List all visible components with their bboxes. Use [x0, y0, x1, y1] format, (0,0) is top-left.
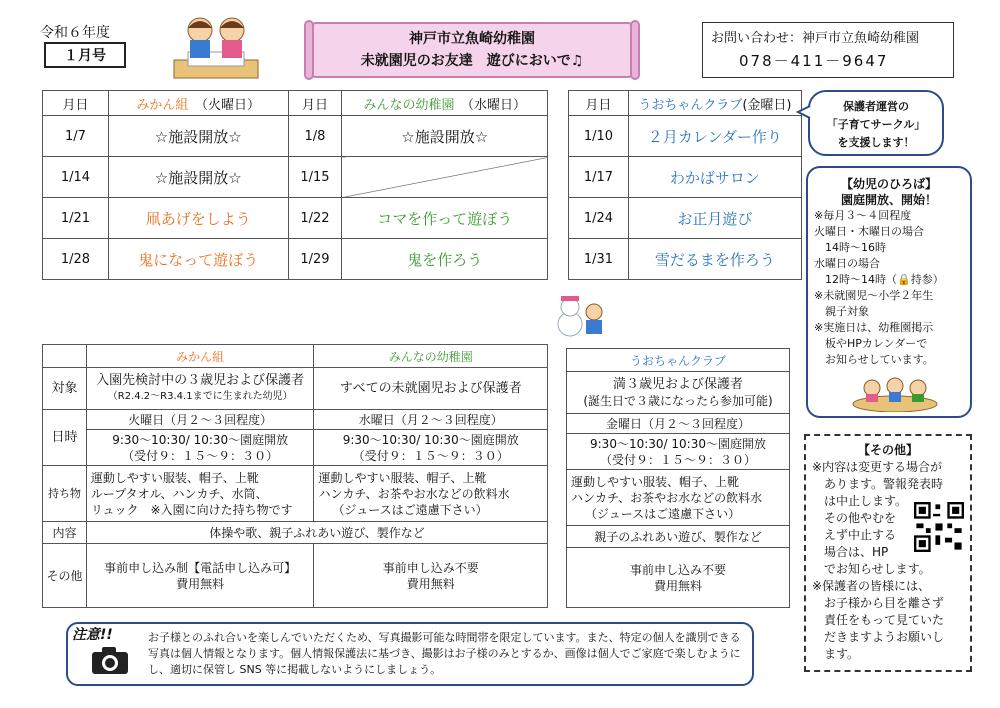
table-row [43, 116, 548, 157]
info-corner [43, 345, 87, 368]
row-label-target: 対象 [43, 368, 87, 410]
camera-icon [90, 644, 130, 676]
snowman-illustration [550, 294, 610, 338]
info-table-left [42, 344, 548, 608]
date-cell: 1/29 [288, 239, 342, 280]
hiroba-line: 14時～16時 [814, 241, 886, 254]
items-mikan: 運動しやすい服装、帽子、上靴 ループタオル、ハンカチ、水筒、 リュック ※入園に向けた持ち物です [86, 466, 314, 522]
other-uo: 事前申し込み不要 費用無料 [567, 548, 790, 608]
scroll-right-roll [630, 20, 640, 80]
activity-cell: コマを作って遊ぼう [342, 198, 548, 239]
bubble-line: 「子育てサークル」 [826, 118, 926, 131]
header-mikan: みかん組 （火曜日） [108, 91, 288, 116]
issue-month: １月号 [44, 42, 126, 68]
date-cell: 1/7 [43, 116, 109, 157]
time-minna: 9:30～10:30/ 10:30～園庭開放 （受付９：１５～９：３０） [314, 430, 548, 466]
header-date-2: 月日 [288, 91, 342, 116]
other-line: えず中止する [812, 528, 897, 542]
hiroba-line: ※実施日は、幼稚園掲示 [814, 321, 934, 334]
hiroba-subtitle: 園庭開放、開始！ [840, 193, 937, 207]
other-line: ※保護者の皆様には、 [812, 579, 931, 593]
notice-text: お子様とのふれ合いを楽しんでいただくため、写真撮影可能な時間帯を限定しています。また、特定の個人を識別できる写真は個人情報となります。個人情報保護法に基づき、撮影はお子様のみとするか、画像は個人でご家庭で楽しむようにし、適切に保管し SNS 等に掲載しないようにしましょう。 [148, 631, 741, 676]
other-mikan: 事前申し込み制【電話申し込み可】 費用無料 [86, 544, 314, 608]
header-minna: みんなの幼稚園 （水曜日） [342, 91, 548, 116]
other-line: 責任をもって見ていた [812, 613, 945, 627]
day-mikan: 火曜日（月２～３回程度） [86, 410, 314, 430]
target-minna: すべての未就園児および保護者 [314, 368, 548, 410]
other-title: 【その他】 [857, 443, 918, 457]
activity-cell: お正月遊び [628, 198, 801, 239]
header-date: 月日 [569, 91, 629, 116]
contact-phone: 078－411－9647 [739, 52, 889, 70]
date-cell: 1/17 [569, 157, 629, 198]
bubble-tail [796, 104, 812, 120]
hiroba-line: 火曜日・木曜日の場合 [814, 225, 924, 238]
empty-slashed-cell [342, 157, 548, 198]
date-cell: 1/28 [43, 239, 109, 280]
table-row [43, 239, 548, 280]
activity-cell: ☆施設開放☆ [108, 157, 288, 198]
table-row [43, 198, 548, 239]
table-row [43, 157, 548, 198]
hiroba-line: お知らせしています。 [814, 353, 934, 366]
other-line: お子様から目を離さず [812, 596, 945, 610]
date-cell: 1/31 [569, 239, 629, 280]
content-uo: 親子のふれあい遊び、製作など [567, 526, 790, 548]
other-minna: 事前申し込み不要 費用無料 [314, 544, 548, 608]
sandbox-children-illustration [850, 376, 940, 412]
info-header-minna: みんなの幼稚園 [314, 345, 548, 368]
bubble-line: 保護者運営の [843, 100, 909, 113]
other-line: 場合は、HP [812, 545, 889, 559]
items-uo: 運動しやすい服装、帽子、上靴 ハンカチ、お茶やお水などの飲料水 （ジュースはご遠慮下さい） [567, 470, 790, 526]
other-line: だきますようお願いし [812, 630, 945, 644]
other-line: ※内容は変更する場合が [812, 460, 943, 474]
date-cell: 1/14 [43, 157, 109, 198]
activity-cell: わかばサロン [628, 157, 801, 198]
header-uo: うおちゃんクラブ(金曜日) [628, 91, 801, 116]
row-label-datetime: 日時 [43, 410, 87, 466]
info-header-mikan: みかん組 [86, 345, 314, 368]
date-cell: 1/21 [43, 198, 109, 239]
info-table-right [566, 348, 790, 608]
date-cell: 1/10 [569, 116, 629, 157]
activity-cell: 鬼を作ろう [342, 239, 548, 280]
row-label-other: その他 [43, 544, 87, 608]
time-uo: 9:30～10:30/ 10:30～園庭開放 （受付９：１５～９：３０） [567, 434, 790, 470]
day-minna: 水曜日（月２～３回程度） [314, 410, 548, 430]
bubble-line: を支援します！ [837, 136, 915, 149]
hiroba-line: 板やHPカレンダーで [814, 337, 928, 350]
title-line-2: 未就園児のお友達 遊びにおいで♫ [360, 53, 584, 69]
activity-cell: 雪だるまを作ろう [628, 239, 801, 280]
schedule-table-right [568, 90, 802, 280]
other-line: は中止します。 [812, 494, 908, 508]
target-uo: 満３歳児および保護者 (誕生日で３歳になったら参加可能) [567, 372, 790, 414]
hiroba-line: ※毎月３～４回程度 [814, 209, 912, 222]
activity-cell: ☆施設開放☆ [108, 116, 288, 157]
activity-cell: 鬼になって遊ぼう [108, 239, 288, 280]
header-date-1: 月日 [43, 91, 109, 116]
other-line: ます。 [812, 647, 860, 661]
info-header-uo: うおちゃんクラブ [567, 349, 790, 372]
qr-code[interactable] [914, 502, 964, 552]
hiroba-line: ※未就園児～小学２年生 [814, 289, 934, 302]
other-line: その他やむを [812, 511, 897, 525]
children-drawing-illustration [170, 14, 262, 80]
row-label-items: 持ち物 [43, 466, 87, 522]
fiscal-year: 令和６年度 [40, 25, 110, 41]
hiroba-line: 水曜日の場合 [814, 257, 880, 270]
contact-box [702, 22, 954, 78]
date-cell: 1/22 [288, 198, 342, 239]
other-line: あります。警報発表時 [812, 477, 944, 491]
items-minna: 運動しやすい服装、帽子、上靴 ハンカチ、お茶やお水などの飲料水 （ジュースはご遠慮下さい） [314, 466, 548, 522]
time-mikan: 9:30～10:30/ 10:30～園庭開放 （受付９：１５～９：３０） [86, 430, 314, 466]
scroll-left-roll [304, 20, 314, 80]
activity-cell: ☆施設開放☆ [342, 116, 548, 157]
row-label-content: 内容 [43, 522, 87, 544]
photo-notice-box [66, 622, 754, 686]
title-line-1: 神戸市立魚崎幼稚園 [409, 31, 535, 47]
table-row [569, 239, 802, 280]
hiroba-line: 親子対象 [814, 305, 869, 318]
hiroba-title: 【幼児のひろば】 [840, 177, 937, 191]
circle-support-bubble [808, 90, 944, 156]
other-line: でお知らせします。 [812, 562, 931, 576]
contact-label: お問い合わせ：神戸市立魚崎幼稚園 [711, 31, 920, 46]
date-cell: 1/8 [288, 116, 342, 157]
date-cell: 1/15 [288, 157, 342, 198]
content-left: 体操や歌、親子ふれあい遊び、製作など [86, 522, 547, 544]
hiroba-line: 12時～14時（🔒持参） [814, 273, 944, 286]
activity-cell: ２月カレンダー作り [628, 116, 801, 157]
schedule-table-left [42, 90, 548, 280]
notice-label: 注意!! [72, 627, 113, 643]
table-row [569, 198, 802, 239]
table-row [569, 116, 802, 157]
other-notes-box [804, 434, 972, 672]
newsletter-title [310, 22, 634, 78]
table-row [569, 157, 802, 198]
day-uo: 金曜日（月２～３回程度） [567, 414, 790, 434]
activity-cell: 凧あげをしよう [108, 198, 288, 239]
target-mikan: 入園先検討中の３歳児および保護者 （R2.4.2～R3.4.1までに生まれた幼児） [86, 368, 314, 410]
date-cell: 1/24 [569, 198, 629, 239]
